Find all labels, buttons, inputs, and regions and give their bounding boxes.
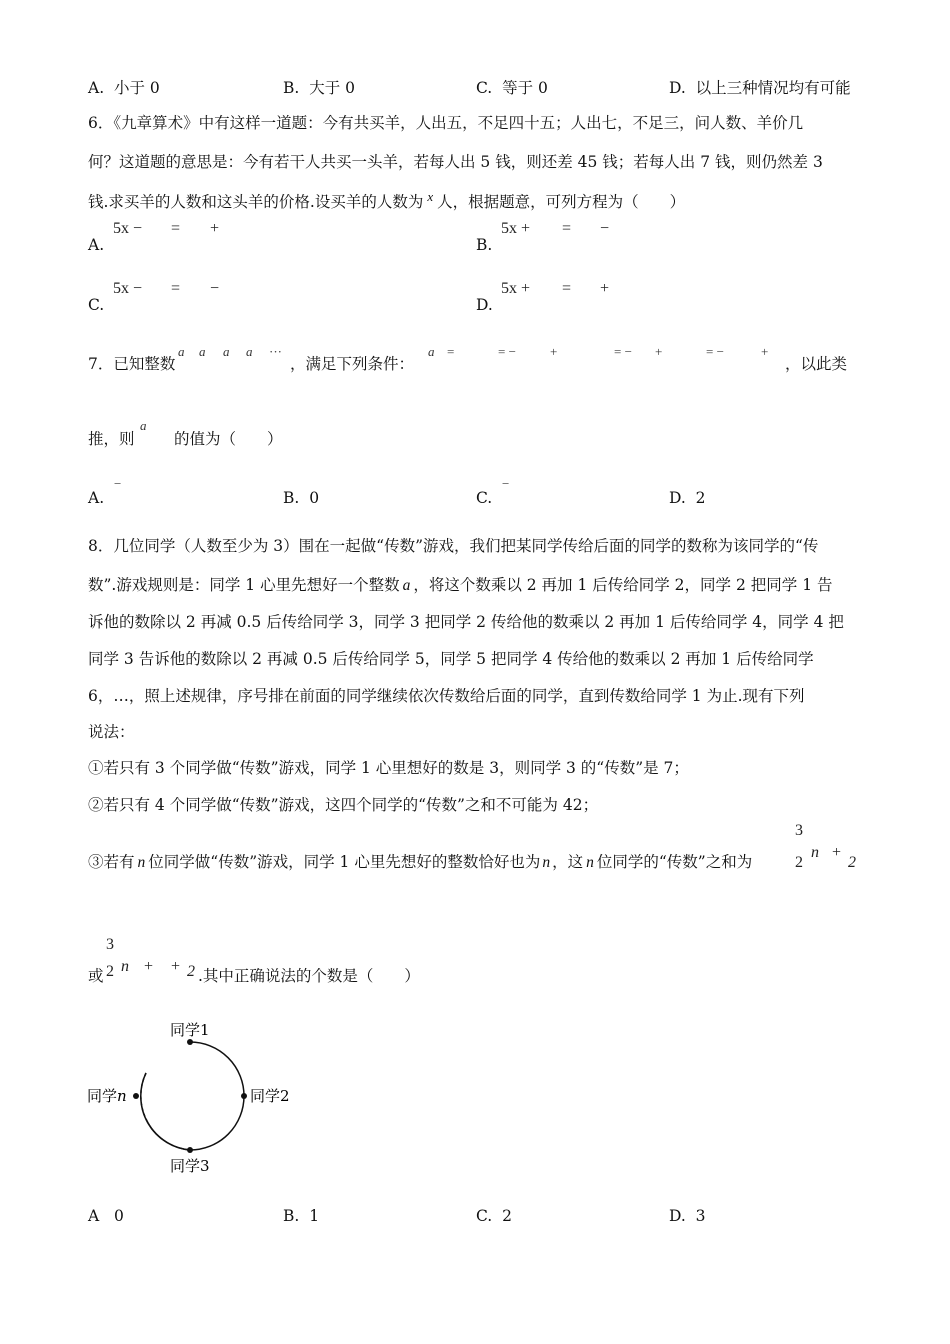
- condition-frag: +: [550, 344, 558, 359]
- sequence-var: a: [199, 344, 206, 359]
- fraction-tail: 2: [187, 963, 195, 980]
- label-student-1: 同学1: [170, 1021, 210, 1039]
- equation-lhs: 5x +: [501, 280, 531, 297]
- option-label: A: [88, 1207, 100, 1225]
- q8-question-tail: .其中正确说法的个数是（ ）: [198, 967, 420, 985]
- option-label: C.: [476, 79, 493, 97]
- option-label: B.: [283, 79, 300, 97]
- label-student-2: 同学2: [250, 1087, 290, 1105]
- circle-diagram: [80, 1010, 320, 1180]
- q7-condition-label: ，满足下列条件：: [290, 355, 415, 373]
- sequence-var: a: [246, 344, 253, 359]
- operator: +: [171, 958, 181, 975]
- target-var: a: [140, 418, 147, 433]
- condition-frag: +: [761, 344, 769, 359]
- q8-statement-2: ②若只有 4 个同学做“传数”游戏，这四个同学的“传数”之和不可能为 42；: [88, 796, 599, 814]
- label-prefix: 同学: [87, 1087, 118, 1105]
- equation-equals: =: [562, 280, 572, 297]
- condition-frag: =: [447, 344, 455, 359]
- q6-option-d[interactable]: [476, 282, 856, 322]
- q6-option-a[interactable]: [88, 222, 468, 262]
- option-label: C.: [476, 489, 493, 507]
- student-1-dot: [187, 1039, 193, 1045]
- variable-n: n: [542, 854, 551, 871]
- q8-statement-1: ①若只有 3 个同学做“传数”游戏，同学 1 心里想好的数是 3，则同学 3 的“传数”是 7；: [88, 759, 689, 777]
- q8-line-6: 说法：: [88, 723, 135, 741]
- option-text: 以上三种情况均有可能: [695, 79, 851, 97]
- fraction-denominator: 2: [106, 963, 114, 980]
- equation-lhs: 5x +: [501, 220, 531, 237]
- q8-line-2: [88, 575, 832, 596]
- option-label: D.: [669, 1207, 686, 1225]
- student-2-dot: [241, 1093, 247, 1099]
- q8-option-a[interactable]: [88, 1206, 124, 1226]
- q6-line-3-text: 钱.求买羊的人数和这头羊的价格.设买羊的人数为: [88, 193, 424, 212]
- condition-frag: = −: [614, 344, 632, 359]
- option-label: C.: [88, 296, 105, 314]
- equation-lhs: 5x −: [113, 220, 143, 237]
- q6-line-3: [88, 187, 685, 212]
- condition-var: a: [428, 344, 435, 359]
- q8-line-2-text: 数”.游戏规则是：同学 1 心里先想好一个整数: [88, 576, 400, 594]
- option-text: −: [114, 476, 122, 491]
- q8-line-1: 8．几位同学（人数至少为 3）围在一起做“传数”游戏，我们把某同学传给后面的同学的数称为该同学的“传: [88, 537, 819, 555]
- circle-solid-arc-lower: [146, 1119, 190, 1150]
- option-text: 0: [113, 1207, 124, 1225]
- equation-operator: +: [600, 280, 610, 297]
- equation-lhs: 5x −: [113, 280, 143, 297]
- stmt3-text: ③若有: [88, 853, 135, 871]
- option-text: 1: [309, 1207, 320, 1225]
- q8-option-b[interactable]: [283, 1206, 319, 1226]
- q7-option-d[interactable]: [669, 488, 706, 508]
- fraction-numerator: 3: [795, 822, 803, 839]
- condition-frag: = −: [498, 344, 516, 359]
- q8-option-c[interactable]: [476, 1206, 512, 1226]
- option-label: C.: [476, 1207, 493, 1225]
- q5-option-c[interactable]: [476, 78, 548, 98]
- variable-n: n: [137, 854, 146, 871]
- equation-operator: −: [600, 220, 610, 237]
- option-text: 大于 0: [309, 79, 355, 97]
- sequence-ellipsis: ···: [269, 344, 282, 359]
- student-3-dot: [187, 1147, 193, 1153]
- stmt3-text: 位同学做“传数”游戏，同学 1 心里先想好的整数恰好也为: [148, 853, 541, 871]
- fraction-numerator: 3: [106, 936, 114, 953]
- option-text: 2: [502, 1207, 512, 1225]
- operator: +: [144, 958, 154, 975]
- q7-option-c[interactable]: [476, 478, 626, 508]
- fraction-denominator: 2: [795, 854, 803, 871]
- option-text: 小于 0: [113, 79, 160, 97]
- option-label: B.: [476, 236, 493, 254]
- option-label: D.: [476, 296, 493, 314]
- equation-equals: =: [171, 280, 181, 297]
- student-n-dot: [133, 1093, 139, 1099]
- q5-option-d[interactable]: [669, 78, 851, 98]
- q6-line-3-tail: 人，根据题意，可列方程为（ ）: [437, 193, 686, 212]
- fraction-tail: 2: [848, 854, 856, 871]
- q6-line-1: 6．《九章算术》中有这样一道题：今有共买羊，人出五，不足四十五；人出七，不足三，问人数、羊价几: [88, 114, 804, 132]
- option-label: A.: [88, 236, 105, 254]
- equation-operator: −: [210, 280, 220, 297]
- fraction-expression-1: [790, 822, 870, 878]
- q8-line-3: 诉他的数除以 2 再减 0.5 后传给同学 3，同学 3 把同学 2 传给他的数乘以 2 再加 1 后传给同学 4，同学 4 把: [88, 613, 844, 631]
- variable-n: n: [121, 958, 129, 975]
- label-student-3: 同学3: [170, 1157, 210, 1175]
- option-text: −: [502, 476, 510, 491]
- label-student-n: [87, 1087, 127, 1105]
- option-label: B.: [283, 489, 300, 507]
- sequence-var: a: [178, 344, 185, 359]
- variable-n: n: [586, 854, 594, 871]
- q7-intro: 7．已知整数: [88, 355, 176, 373]
- variable-x: x: [427, 189, 434, 204]
- q5-option-b[interactable]: [283, 78, 355, 98]
- q8-line-4: 同学 3 告诉他的数除以 2 再减 0.5 后传给同学 5，同学 5 把同学 4 传给他的数乘以 2 再加 1 后传给同学: [88, 650, 814, 668]
- q8-final-line: [88, 938, 488, 988]
- sequence-var: a: [223, 344, 230, 359]
- variable-n: n: [117, 1087, 127, 1105]
- q7-option-b[interactable]: [283, 488, 319, 508]
- stmt3-text: 位同学的“传数”之和为: [596, 853, 753, 871]
- q8-option-d[interactable]: [669, 1206, 706, 1226]
- q8-line-2-tail: ，将这个数乘以 2 再加 1 后传给同学 2，同学 2 把同学 1 告: [413, 576, 833, 594]
- condition-frag: = −: [706, 344, 724, 359]
- variable-n: n: [811, 844, 819, 861]
- option-label: B.: [283, 1207, 300, 1225]
- option-text: 2: [695, 489, 706, 507]
- q8-line-5: 6，…，照上述规律，序号排在前面的同学继续依次传数给后面的同学，直到传数给同学 1 为止.现有下列: [88, 687, 805, 705]
- equation-equals: =: [171, 220, 181, 237]
- option-text: 0: [309, 489, 320, 507]
- q6-option-c[interactable]: [88, 282, 468, 322]
- option-text: 3: [695, 1207, 706, 1225]
- option-label: D.: [669, 79, 686, 97]
- option-label: A.: [88, 489, 105, 507]
- option-text: 等于 0: [502, 79, 548, 97]
- equation-operator: +: [210, 220, 220, 237]
- q7-line-1: [88, 342, 868, 382]
- q7-option-a[interactable]: [88, 478, 238, 508]
- operator: +: [832, 844, 842, 861]
- q7-line-2-text: 推，则: [88, 430, 135, 448]
- stmt3-text: ，这: [552, 853, 584, 871]
- q5-option-a[interactable]: [88, 78, 160, 98]
- condition-frag: +: [655, 344, 663, 359]
- q7-line-2: [88, 418, 388, 454]
- option-label: D.: [669, 489, 686, 507]
- variable-a: a: [402, 577, 411, 594]
- q7-line-2-tail: 的值为（ ）: [174, 430, 283, 448]
- equation-equals: =: [562, 220, 572, 237]
- or-text: 或: [88, 967, 104, 985]
- q6-line-2: 何？这道题的意思是：今有若干人共买一头羊，若每人出 5 钱，则还差 45 钱；若每人出 7 钱，则仍然差 3: [88, 153, 823, 171]
- option-label: A.: [88, 79, 105, 97]
- q6-option-b[interactable]: [476, 222, 856, 262]
- q7-line-1-tail: ，以此类: [785, 355, 848, 373]
- q8-statement-3: [88, 852, 752, 873]
